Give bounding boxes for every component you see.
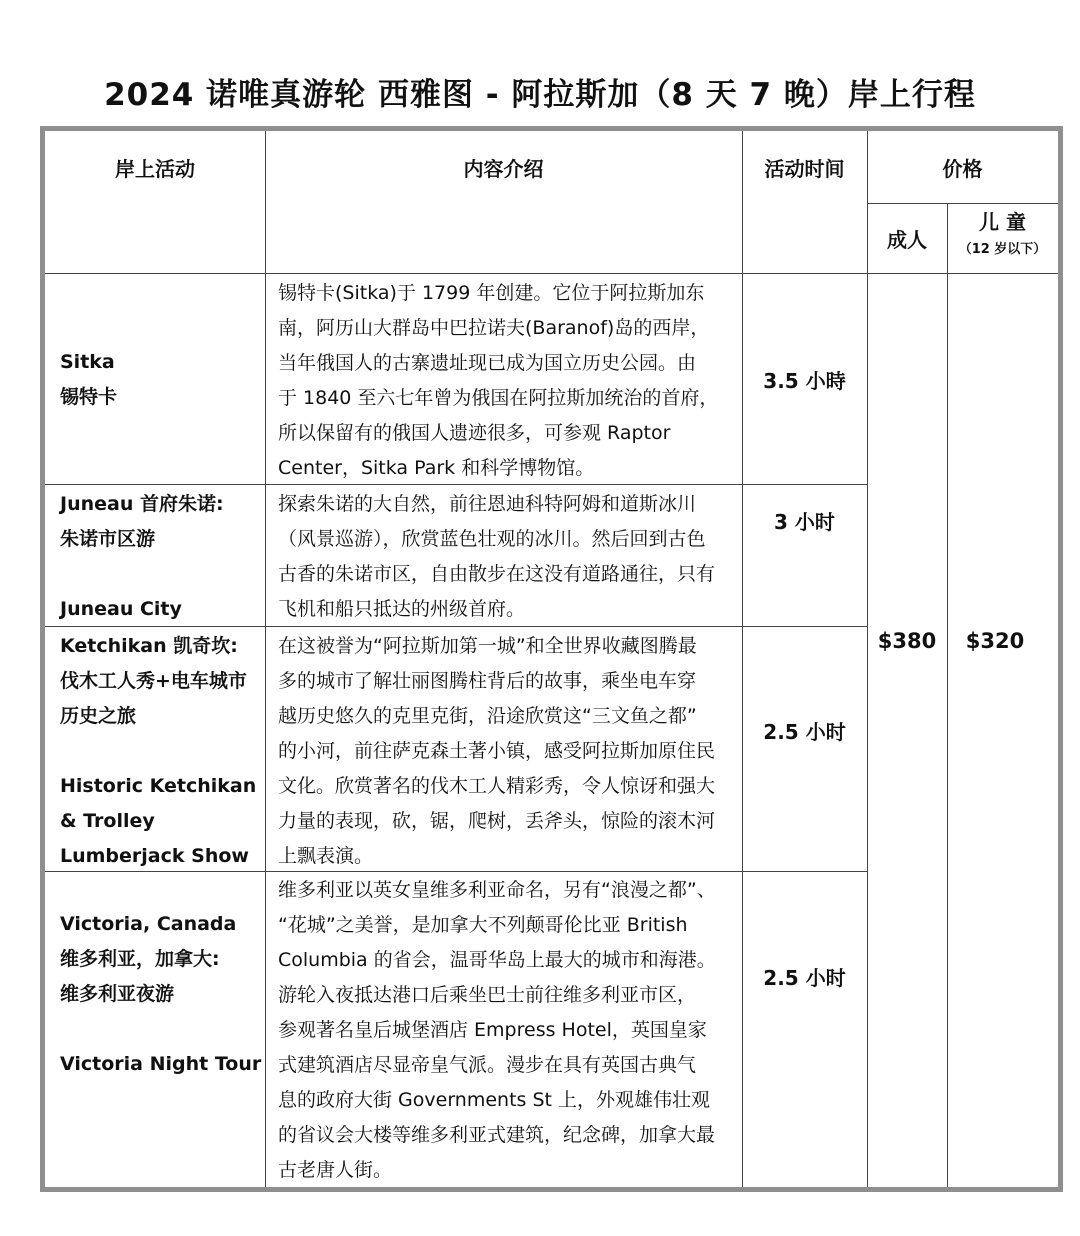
adult-price: $380 [877, 629, 937, 653]
row-divider [867, 203, 1058, 204]
description-cell: 在这被誉为“阿拉斯加第一城”和全世界收藏图腾最 多的城市了解壮丽图腾柱背后的故事，乘坐电车穿 越历史悠久的克里克街，沿途欣赏这“三文鱼之都” 的小河，前往萨克森土著小镇，感受阿拉斯加原住民 文化。欣赏著名的伐木工人精彩秀，令人惊讶和强大 力量的表现，砍，锯，爬树，丢斧头，惊险的滚木河 上飘表演。 [278, 635, 716, 867]
description-cell: 探索朱诺的大自然，前往恩迪科特阿姆和道斯冰川 （风景巡游），欣赏蓝色壮观的冰川。然后回到古色 古香的朱诺市区，自由散步在这没有道路通往，只有 飞机和船只抵达的州级首府。 [278, 493, 716, 620]
header-description: 内容介绍 [463, 157, 544, 181]
duration-cell: 3.5 小時 [763, 369, 846, 393]
row-divider [45, 273, 1058, 274]
activity-cell: Sitka 锡特卡 [60, 351, 118, 408]
child-price: $320 [965, 629, 1025, 653]
col-divider [867, 131, 868, 1187]
duration-cell: 2.5 小时 [763, 966, 846, 990]
header-child-note: （12 岁以下） [958, 242, 1047, 257]
activity-cell: Juneau 首府朱诺: 朱诺市区游 Juneau City [60, 493, 224, 620]
duration-cell: 2.5 小时 [763, 720, 846, 744]
itinerary-table [40, 126, 1063, 1192]
description-cell: 锡特卡(Sitka)于 1799 年创建。它位于阿拉斯加东 南，阿历山大群岛中巴拉诺夫(Baranof)岛的西岸， 当年俄国人的古寨遗址现已成为国立历史公园。由 于 1840 至六七年曾为俄国在阿拉斯加统治的首府， 所以保留有的俄国人遗迹很多，可参观 Raptor Center，Sitka Park 和科学博物馆。 [278, 282, 719, 479]
col-divider [742, 131, 743, 1187]
header-activity: 岸上活动 [115, 157, 195, 181]
activity-cell: Ketchikan 凯奇坎: 伐木工人秀+电车城市 历史之旅 Historic Ketchikan & Trolley Lumberjack Show [60, 635, 257, 867]
activity-cell: Victoria, Canada 维多利亚，加拿大: 维多利亚夜游 Victoria Night Tour [60, 913, 262, 1075]
header-duration: 活动时间 [764, 157, 845, 181]
page-title: 2024 诺唯真游轮 西雅图 - 阿拉斯加（8 天 7 晚）岸上行程 [104, 77, 976, 113]
header-adult: 成人 [887, 228, 927, 252]
header-price: 价格 [942, 157, 983, 181]
description-cell: 维多利亚以英女皇维多利亚命名，另有“浪漫之都”、 “花城”之美誉，是加拿大不列颠哥伦比亚 British Columbia 的省会，温哥华岛上最大的城市和海港。 游轮入夜抵达港口后乘坐巴士前往维多利亚市区， 参观著名皇后城堡酒店 Empress Hotel，英国皇家 式建筑酒店尽显帝皇气派。漫步在具有英国古典气 息的政府大街 Governments St 上，外观雄伟壮观 的省议会大楼等维多利亚式建筑，纪念碑，加拿大最 古老唐人街。 [278, 879, 716, 1181]
header-child: 儿 童 [979, 210, 1026, 234]
col-divider [947, 203, 948, 1187]
duration-cell: 3 小时 [774, 510, 835, 534]
